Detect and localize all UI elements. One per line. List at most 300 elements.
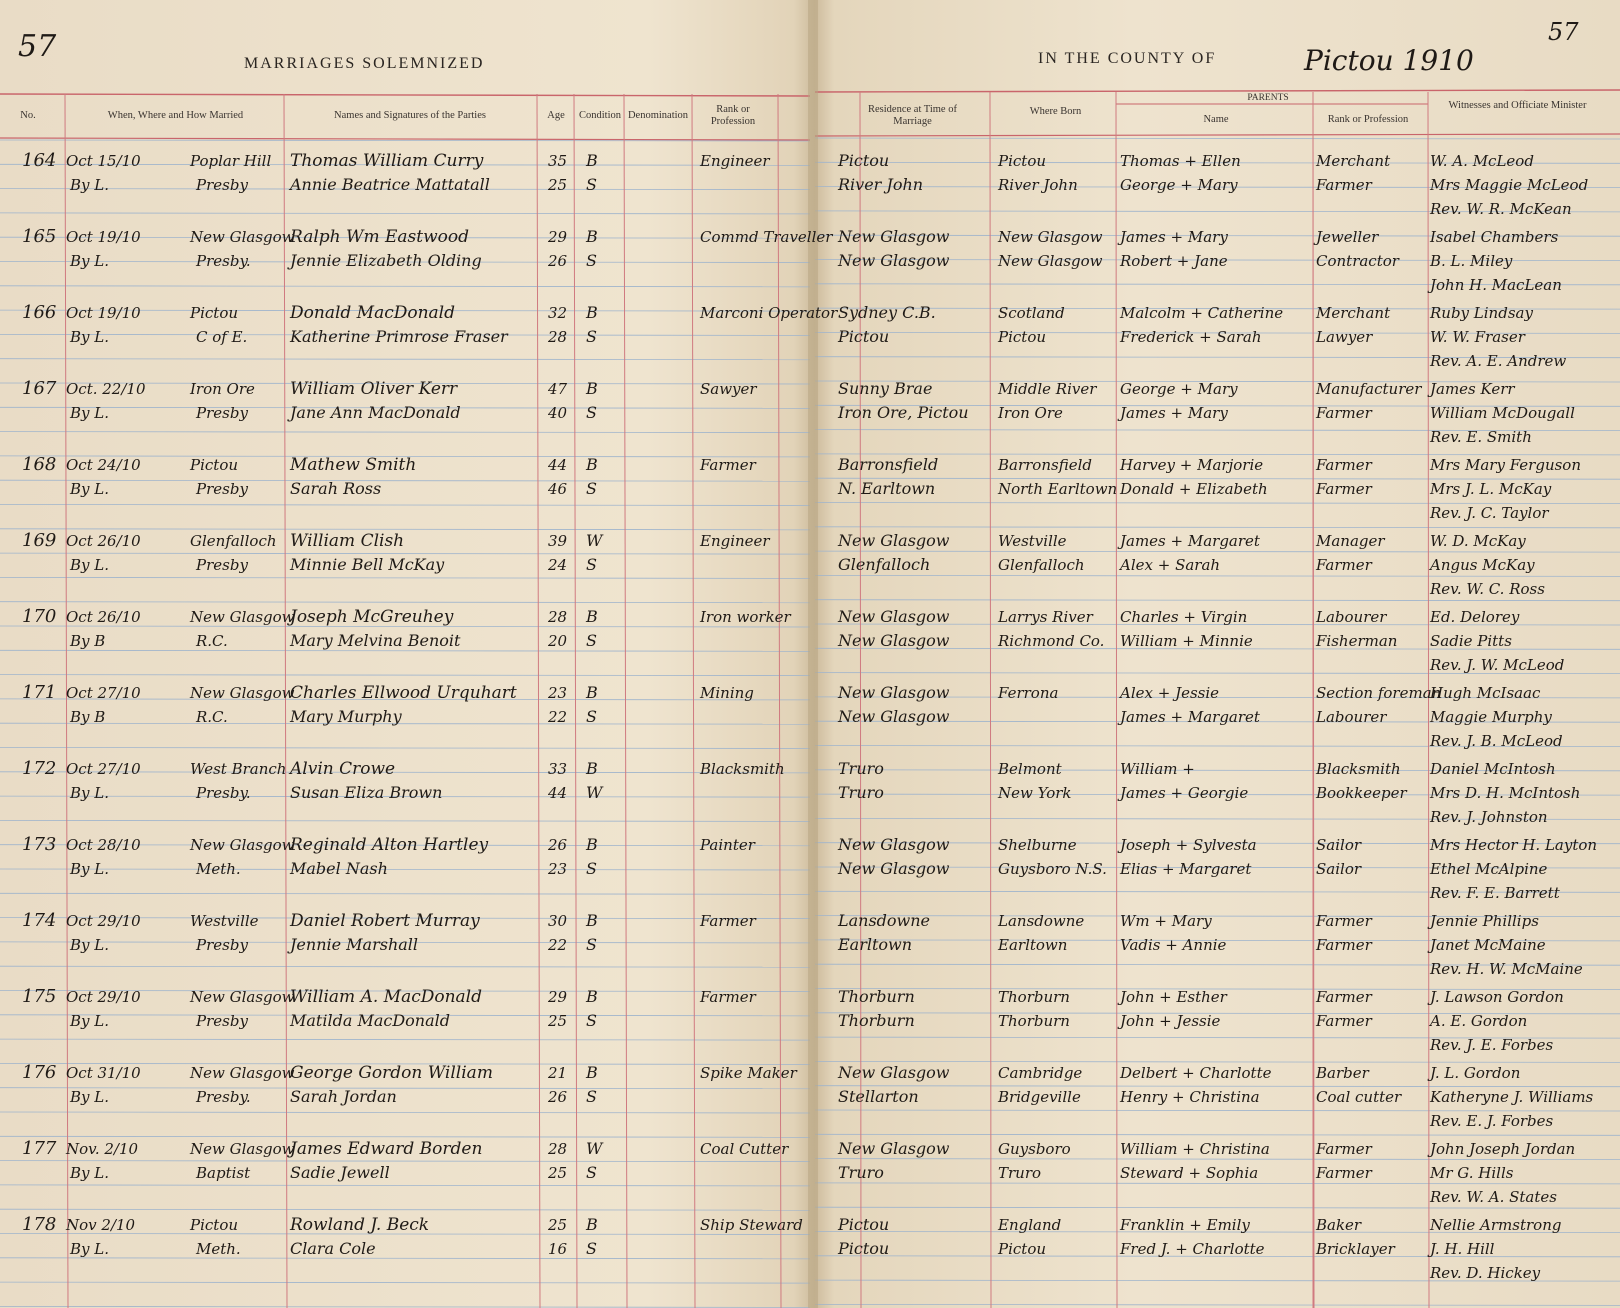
groom-name: Rowland J. Beck [290,1215,430,1235]
bride-name: Mabel Nash [290,859,388,878]
officiating-minister: Rev. W. A. States [1430,1188,1557,1206]
witness-2: J. H. Hill [1430,1240,1495,1258]
entry-place: New Glasgow [190,1064,295,1082]
bride-birthplace: Glenfalloch [998,556,1085,574]
witness-2: Mrs D. H. McIntosh [1430,784,1581,802]
groom-parents: James + Mary [1120,228,1228,246]
col-header-when: When, Where and How Married [107,110,244,121]
groom-condition: B [586,455,598,474]
groom-residence: New Glasgow [838,1063,950,1082]
groom-birthplace: Scotland [998,304,1065,322]
groom-condition: B [586,1063,598,1082]
groom-name: William Clish [290,531,405,551]
bride-residence: New Glasgow [838,631,950,650]
bride-birthplace: Iron Ore [998,404,1063,422]
bride-age: 25 [548,1164,568,1182]
right-page-number: 57 [1548,18,1579,46]
entry-place: Iron Ore [190,380,255,398]
groom-parents: Franklin + Emily [1120,1216,1250,1234]
bride-condition: S [586,707,597,726]
groom-father-profession: Section foreman [1316,684,1442,702]
groom-father-profession: Blacksmith [1316,760,1401,778]
col-header-age: Age [547,110,565,121]
entry-date: Oct 15/10 [66,152,141,170]
groom-age: 28 [548,608,568,626]
bride-father-profession: Farmer [1316,176,1372,194]
bride-name: Sarah Ross [290,479,382,498]
groom-parents: Harvey + Marjorie [1120,456,1264,474]
entry-denomination: Meth. [196,1240,241,1258]
witness-2: Maggie Murphy [1430,708,1552,726]
groom-condition: B [586,835,598,854]
bride-birthplace: Earltown [998,936,1068,954]
bride-birthplace: Pictou [998,328,1047,346]
entry-denomination: Baptist [196,1164,251,1182]
officiating-minister: Rev. J. Johnston [1430,808,1548,826]
col-header-parent-name: Name [1203,114,1229,125]
witness-1: W. A. McLeod [1430,152,1534,170]
groom-profession: Spike Maker [700,1064,797,1082]
entry-number: 174 [22,910,57,931]
entry-place: Glenfalloch [190,532,277,550]
bride-condition: W [586,783,603,802]
groom-father-profession: Baker [1316,1216,1362,1234]
groom-condition: B [586,379,598,398]
groom-profession: Farmer [700,456,756,474]
bride-residence: Pictou [838,1239,890,1258]
entry-date: Oct 26/10 [66,532,141,550]
bride-name: Jane Ann MacDonald [290,403,461,422]
groom-father-profession: Manager [1316,532,1385,550]
groom-birthplace: Cambridge [998,1064,1083,1082]
witness-1: Mrs Mary Ferguson [1430,456,1581,474]
col-header-rank: Rank or Profession [710,104,756,127]
col-header-born: Where Born [1029,106,1082,117]
groom-condition: W [586,1139,603,1158]
entry-denomination: Presby. [196,252,251,270]
groom-parents: Charles + Virgin [1120,608,1248,626]
witness-1: Ruby Lindsay [1430,304,1533,322]
bride-parents: William + Minnie [1120,632,1253,650]
bride-name: Jennie Marshall [290,935,419,954]
bride-parents: Robert + Jane [1120,252,1228,270]
entry-date: Oct 26/10 [66,608,141,626]
entry-license: By L. [70,1012,109,1030]
bride-condition: S [586,1239,597,1258]
witness-2: Janet McMaine [1430,936,1546,954]
left-title: MARRIAGES SOLEMNIZED [244,55,485,72]
entry-license: By L. [70,784,109,802]
entry-date: Oct. 22/10 [66,380,146,398]
groom-condition: B [586,911,598,930]
groom-name: William A. MacDonald [290,987,482,1007]
bride-name: Clara Cole [290,1239,376,1258]
bride-condition: S [586,479,597,498]
bride-name: Susan Eliza Brown [290,783,443,802]
groom-age: 26 [548,836,568,854]
groom-parents: John + Esther [1120,988,1227,1006]
groom-parents: George + Mary [1120,380,1238,398]
entry-denomination: R.C. [196,632,228,650]
bride-parents: Frederick + Sarah [1120,328,1262,346]
entry-date: Nov. 2/10 [66,1140,139,1158]
groom-name: Charles Ellwood Urquhart [290,683,517,703]
entry-denomination: Presby [196,1012,248,1030]
bride-father-profession: Farmer [1316,556,1372,574]
groom-father-profession: Barber [1316,1064,1369,1082]
bride-condition: S [586,935,597,954]
groom-age: 30 [548,912,568,930]
groom-father-profession: Labourer [1316,608,1387,626]
entry-place: Pictou [190,456,239,474]
entry-license: By L. [70,480,109,498]
bride-parents: Alex + Sarah [1120,556,1221,574]
bride-father-profession: Bricklayer [1316,1240,1395,1258]
entry-date: Oct 27/10 [66,760,141,778]
officiating-minister: Rev. J. B. McLeod [1430,732,1563,750]
county-name: Pictou 1910 [1304,44,1474,77]
groom-father-profession: Manufacturer [1316,380,1422,398]
bride-residence: New Glasgow [838,251,950,270]
bride-condition: S [586,327,597,346]
entry-date: Oct 19/10 [66,304,141,322]
groom-condition: B [586,759,598,778]
witness-1: Isabel Chambers [1430,228,1559,246]
entry-denomination: Presby [196,556,248,574]
groom-residence: Sunny Brae [838,379,933,398]
entry-license: By L. [70,860,109,878]
witness-1: Mrs Hector H. Layton [1430,836,1598,854]
groom-residence: New Glasgow [838,227,950,246]
entry-place: New Glasgow [190,228,295,246]
bride-father-profession: Labourer [1316,708,1387,726]
witness-1: J. Lawson Gordon [1430,988,1564,1006]
groom-profession: Blacksmith [700,760,785,778]
groom-age: 35 [548,152,568,170]
groom-condition: B [586,303,598,322]
groom-age: 39 [548,532,568,550]
right-title: IN THE COUNTY OF [1038,50,1217,67]
witness-2: W. W. Fraser [1430,328,1525,346]
witness-2: B. L. Miley [1430,252,1513,270]
bride-residence: Thorburn [838,1011,915,1030]
bride-condition: S [586,859,597,878]
witness-2: Mr G. Hills [1430,1164,1514,1182]
officiating-minister: John H. MacLean [1430,276,1562,294]
groom-condition: B [586,151,598,170]
groom-condition: W [586,531,603,550]
entry-number: 166 [22,302,57,323]
bride-birthplace: New Glasgow [998,252,1103,270]
groom-parents: James + Margaret [1120,532,1260,550]
col-header-parents: PARENTS [1247,93,1289,103]
bride-age: 23 [548,860,568,878]
groom-birthplace: Ferrona [998,684,1059,702]
groom-age: 25 [548,1216,568,1234]
bride-name: Annie Beatrice Mattatall [290,175,490,194]
bride-parents: John + Jessie [1120,1012,1221,1030]
groom-residence: New Glasgow [838,1139,950,1158]
bride-birthplace: New York [998,784,1072,802]
bride-birthplace: Richmond Co. [998,632,1105,650]
bride-parents: Vadis + Annie [1120,936,1227,954]
groom-condition: B [586,1215,598,1234]
entry-denomination: Presby [196,936,248,954]
witness-2: William McDougall [1430,404,1575,422]
entry-date: Oct 19/10 [66,228,141,246]
witness-1: Nellie Armstrong [1430,1216,1562,1234]
col-header-names: Names and Signatures of the Parties [334,110,486,121]
entry-place: Westville [190,912,259,930]
witness-1: Jennie Phillips [1430,912,1539,930]
bride-birthplace: Guysboro N.S. [998,860,1107,878]
groom-father-profession: Sailor [1316,836,1362,854]
groom-profession: Iron worker [700,608,791,626]
bride-name: Sarah Jordan [290,1087,397,1106]
bride-father-profession: Contractor [1316,252,1399,270]
bride-condition: S [586,1087,597,1106]
witness-2: Ethel McAlpine [1430,860,1548,878]
entry-place: New Glasgow [190,836,295,854]
entry-number: 176 [22,1062,57,1083]
groom-father-profession: Farmer [1316,988,1372,1006]
bride-birthplace: Truro [998,1164,1042,1182]
groom-father-profession: Farmer [1316,456,1372,474]
bride-father-profession: Farmer [1316,1012,1372,1030]
entry-place: West Branch [190,760,287,778]
officiating-minister: Rev. A. E. Andrew [1430,352,1567,370]
bride-residence: New Glasgow [838,859,950,878]
groom-name: Mathew Smith [290,455,417,475]
groom-parents: Delbert + Charlotte [1120,1064,1272,1082]
entry-license: By L. [70,936,109,954]
entry-license: By L. [70,176,109,194]
bride-parents: Henry + Christina [1120,1088,1260,1106]
groom-name: William Oliver Kerr [290,379,458,399]
left-page-number: 57 [18,29,57,64]
groom-age: 33 [548,760,568,778]
entry-number: 178 [22,1214,57,1235]
groom-profession: Coal Cutter [700,1140,789,1158]
entry-denomination: Presby. [196,784,251,802]
entry-denomination: Presby. [196,1088,251,1106]
officiating-minister: Rev. D. Hickey [1430,1264,1541,1282]
entry-place: Poplar Hill [190,152,272,170]
officiating-minister: Rev. W. R. McKean [1430,200,1572,218]
groom-residence: Sydney C.B. [838,303,936,322]
groom-condition: B [586,683,598,702]
groom-residence: Pictou [838,151,890,170]
bride-condition: S [586,403,597,422]
groom-residence: Pictou [838,1215,890,1234]
groom-birthplace: Middle River [998,380,1097,398]
entry-denomination: Meth. [196,860,241,878]
entry-place: Pictou [190,1216,239,1234]
groom-profession: Mining [700,684,754,702]
bride-name: Katherine Primrose Fraser [290,327,508,346]
groom-residence: Lansdowne [838,911,931,930]
witness-2: Mrs Maggie McLeod [1430,176,1589,194]
witness-1: Ed. Delorey [1430,608,1520,626]
bride-age: 46 [548,480,568,498]
bride-father-profession: Farmer [1316,480,1372,498]
groom-father-profession: Jeweller [1316,228,1379,246]
groom-parents: William + [1120,760,1195,778]
groom-age: 29 [548,988,568,1006]
entry-denomination: Presby [196,404,248,422]
groom-birthplace: Shelburne [998,836,1077,854]
groom-name: Thomas William Curry [290,151,484,171]
bride-birthplace: North Earltown [998,480,1118,498]
entry-license: By B [70,708,106,726]
groom-profession: Commd Traveller [700,228,833,246]
groom-birthplace: Lansdowne [998,912,1085,930]
officiating-minister: Rev. J. E. Forbes [1430,1036,1554,1054]
groom-profession: Painter [700,836,755,854]
bride-name: Mary Murphy [290,707,402,726]
bride-parents: Fred J. + Charlotte [1120,1240,1265,1258]
bride-father-profession: Farmer [1316,936,1372,954]
groom-name: Daniel Robert Murray [290,911,480,931]
groom-residence: New Glasgow [838,607,950,626]
groom-name: Ralph Wm Eastwood [290,227,469,247]
witness-1: Daniel McIntosh [1430,760,1556,778]
bride-residence: New Glasgow [838,707,950,726]
bride-birthplace: River John [998,176,1078,194]
bride-residence: River John [838,175,924,194]
groom-profession: Ship Steward [700,1216,803,1234]
entry-license: By L. [70,1164,109,1182]
entry-number: 172 [22,758,57,779]
bride-condition: S [586,251,597,270]
bride-name: Matilda MacDonald [290,1011,450,1030]
groom-name: George Gordon William [290,1063,493,1083]
bride-age: 28 [548,328,568,346]
bride-age: 24 [548,556,568,574]
bride-condition: S [586,175,597,194]
bride-age: 22 [548,936,568,954]
entry-date: Oct 28/10 [66,836,141,854]
groom-birthplace: Westville [998,532,1067,550]
col-header-condition: Condition [578,110,621,121]
bride-age: 26 [548,1088,568,1106]
officiating-minister: Rev. H. W. McMaine [1430,960,1583,978]
groom-profession: Farmer [700,912,756,930]
witness-1: James Kerr [1430,380,1515,398]
entry-date: Oct 29/10 [66,988,141,1006]
bride-father-profession: Farmer [1316,1164,1372,1182]
bride-age: 25 [548,176,568,194]
groom-condition: B [586,987,598,1006]
witness-2: A. E. Gordon [1430,1012,1528,1030]
entry-license: By L. [70,1240,109,1258]
bride-residence: Truro [838,783,884,802]
entry-date: Oct 27/10 [66,684,141,702]
entry-number: 173 [22,834,57,855]
bride-parents: George + Mary [1120,176,1238,194]
bride-name: Sadie Jewell [290,1163,390,1182]
entry-denomination: R.C. [196,708,228,726]
witness-2: Mrs J. L. McKay [1430,480,1552,498]
bride-age: 25 [548,1012,568,1030]
bride-parents: James + Georgie [1120,784,1249,802]
bride-residence: N. Earltown [838,479,936,498]
officiating-minister: Rev. E. Smith [1430,428,1532,446]
entry-license: By L. [70,1088,109,1106]
groom-birthplace: Pictou [998,152,1047,170]
witness-1: J. L. Gordon [1430,1064,1521,1082]
bride-father-profession: Sailor [1316,860,1362,878]
entry-license: By B [70,632,106,650]
groom-name: Donald MacDonald [290,303,456,323]
entry-place: New Glasgow [190,988,295,1006]
col-header-no: No. [20,110,36,121]
bride-father-profession: Coal cutter [1316,1088,1402,1106]
bride-age: 44 [548,784,568,802]
groom-parents: William + Christina [1120,1140,1270,1158]
groom-parents: Wm + Mary [1120,912,1212,930]
groom-birthplace: Thorburn [998,988,1070,1006]
groom-profession: Farmer [700,988,756,1006]
witness-1: John Joseph Jordan [1430,1140,1576,1158]
bride-parents: Donald + Elizabeth [1120,480,1268,498]
bride-residence: Stellarton [838,1087,919,1106]
bride-age: 20 [548,632,568,650]
bride-birthplace: Pictou [998,1240,1047,1258]
entry-number: 167 [22,378,57,399]
entry-license: By L. [70,404,109,422]
groom-birthplace: New Glasgow [998,228,1103,246]
officiating-minister: Rev. J. C. Taylor [1430,504,1549,522]
groom-residence: New Glasgow [838,835,950,854]
groom-profession: Marconi Operator [700,304,838,322]
entry-license: By L. [70,328,109,346]
bride-name: Jennie Elizabeth Olding [290,251,482,270]
groom-parents: Malcolm + Catherine [1120,304,1284,322]
groom-name: James Edward Borden [290,1139,483,1159]
groom-father-profession: Merchant [1316,152,1391,170]
entry-number: 170 [22,606,57,627]
col-header-residence: Residence at Time of Marriage [868,104,957,127]
bride-parents: Elias + Margaret [1120,860,1252,878]
bride-residence: Iron Ore, Pictou [838,403,969,422]
groom-name: Reginald Alton Hartley [290,835,489,855]
witness-1: Hugh McIsaac [1430,684,1541,702]
groom-condition: B [586,227,598,246]
groom-profession: Sawyer [700,380,757,398]
entry-date: Oct 31/10 [66,1064,141,1082]
witness-2: Sadie Pitts [1430,632,1512,650]
bride-father-profession: Farmer [1316,404,1372,422]
bride-name: Mary Melvina Benoit [290,631,461,650]
groom-father-profession: Farmer [1316,1140,1372,1158]
bride-age: 40 [548,404,568,422]
groom-parents: Joseph + Sylvesta [1120,836,1257,854]
groom-birthplace: Barronsfield [998,456,1092,474]
groom-birthplace: Guysboro [998,1140,1071,1158]
bride-father-profession: Lawyer [1316,328,1373,346]
groom-age: 29 [548,228,568,246]
entry-date: Nov 2/10 [66,1216,136,1234]
entry-date: Oct 24/10 [66,456,141,474]
entry-number: 164 [22,150,57,171]
entry-denomination: C of E. [196,328,248,346]
groom-condition: B [586,607,598,626]
bride-parents: Steward + Sophia [1120,1164,1259,1182]
bride-residence: Earltown [838,935,913,954]
bride-birthplace: Thorburn [998,1012,1070,1030]
groom-age: 28 [548,1140,568,1158]
